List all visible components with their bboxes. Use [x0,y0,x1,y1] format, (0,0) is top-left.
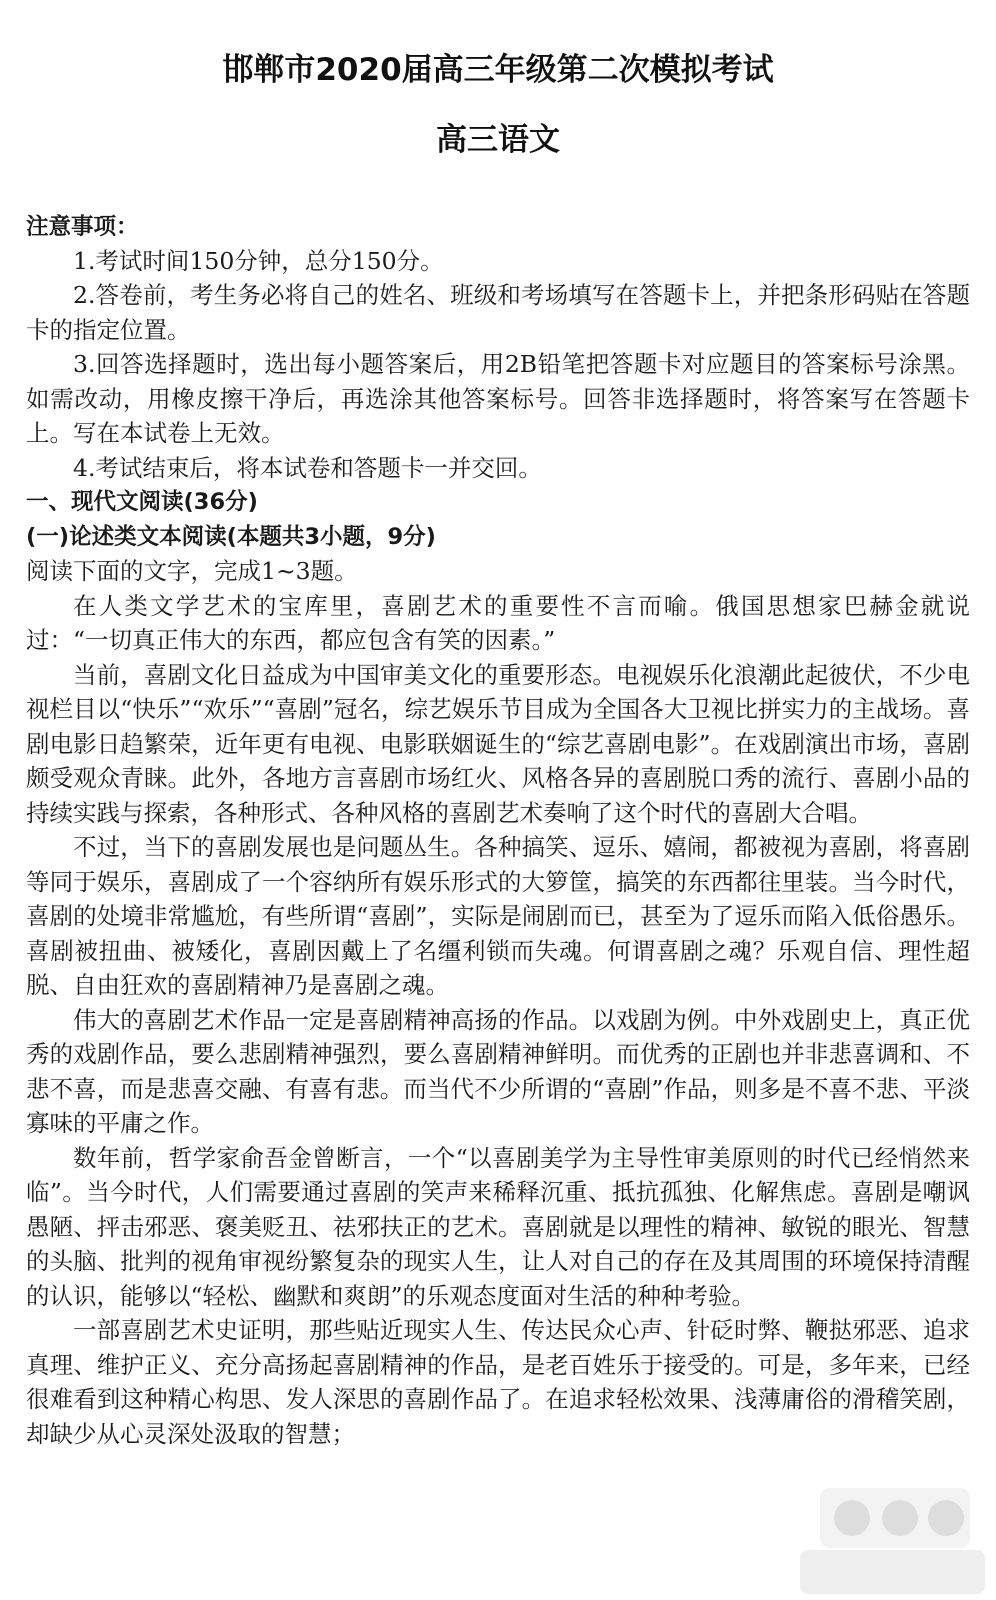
notice-item: 3.回答选择题时，选出每小题答案后，用2B铅笔把答题卡对应题目的答案标号涂黑。如需改动，用橡皮擦干净后，再选涂其他答案标号。回答非选择题时，将答案写在答题卡上。写在本试卷上无效。 [26,350,970,447]
notice-heading [26,209,970,244]
exam-subject: 高三语文 [436,122,560,158]
reading-instruction: 阅读下面的文字，完成1~3题。 [26,557,358,585]
passage-paragraph: 在人类文学艺术的宝库里，喜剧艺术的重要性不言而喻。俄国思想家巴赫金就说过：“一切真正伟大的东西，都应包含有笑的因素。” [26,591,970,654]
section-heading: 一、现代文阅读(36分) [26,489,258,515]
section-subheading: (一)论述类文本阅读(本题共3小题，9分) [26,523,436,550]
notice-label: 注意事项： [26,214,139,240]
notice-item: 4.考试结束后，将本试卷和答题卡一并交回。 [73,453,542,482]
notice-item: 2.答卷前，考生务必将自己的姓名、班级和考场填写在答题卡上，并把条形码贴在答题卡的指定位置。 [26,281,970,344]
notice-item: 1.考试时间150分钟，总分150分。 [73,246,444,275]
watermark-logo-icon [790,1478,990,1600]
passage-paragraph: 一部喜剧艺术史证明，那些贴近现实人生、传达民众心声、针砭时弊、鞭挞邪恶、追求真理、维护正义、充分高扬起喜剧精神的作品，是老百姓乐于接受的。可是，多年来，已经很难看到这种精心构思、发人深思的喜剧作品了。在追求轻松效果、浅薄庸俗的滑稽笑剧，却缺少从心灵深处汲取的智慧； [26,1316,970,1448]
passage-paragraph: 伟大的喜剧艺术作品一定是喜剧精神高扬的作品。以戏剧为例。中外戏剧史上，真正优秀的戏剧作品，要么悲剧精神强烈，要么喜剧精神鲜明。而优秀的正剧也并非悲喜调和、不悲不喜，而是悲喜交融、有喜有悲。而当代不少所谓的“喜剧”作品，则多是不喜不悲、平淡寡味的平庸之作。 [26,1005,970,1137]
passage-paragraph: 不过，当下的喜剧发展也是问题丛生。各种搞笑、逗乐、嬉闹，都被视为喜剧，将喜剧等同于娱乐，喜剧成了一个容纳所有娱乐形式的大箩筐，搞笑的东西都往里装。当今时代，喜剧的处境非常尴尬，有些所谓“喜剧”，实际是闹剧而已，甚至为了逗乐而陷入低俗愚乐。喜剧被扭曲、被矮化，喜剧因戴上了名缰利锁而失魂。何谓喜剧之魂？乐观自信、理性超脱、自由狂欢的喜剧精神乃是喜剧之魂。 [26,833,970,999]
exam-title: 邯郸市2020届高三年级第二次模拟考试 [222,52,774,88]
passage-paragraph: 当前，喜剧文化日益成为中国审美文化的重要形态。电视娱乐化浪潮此起彼伏，不少电视栏目以“快乐”“欢乐”“喜剧”冠名，综艺娱乐节目成为全国各大卫视比拼实力的主战场。喜剧电影日趋繁荣，近年更有电视、电影联姻诞生的“综艺喜剧电影”。在戏剧演出市场，喜剧颇受观众青睐。此外，各地方言喜剧市场红火、风格各异的喜剧脱口秀的流行、喜剧小品的持续实践与探索，各种形式、各种风格的喜剧艺术奏响了这个时代的喜剧大合唱。 [26,660,970,827]
exam-body [26,209,970,1451]
passage-paragraph: 数年前，哲学家俞吾金曾断言，一个“以喜剧美学为主导性审美原则的时代已经悄然来临”。当今时代，人们需要通过喜剧的笑声来稀释沉重、抵抗孤独、化解焦虑。喜剧是嘲讽愚陋、抨击邪恶、褒美贬丑、祛邪扶正的艺术。喜剧就是以理性的精神、敏锐的眼光、智慧的头脑、批判的视角审视纷繁复杂的现实人生，让人对自己的存在及其周围的环境保持清醒的认识，能够以“轻松、幽默和爽朗”的乐观态度面对生活的种种考验。 [26,1143,970,1310]
